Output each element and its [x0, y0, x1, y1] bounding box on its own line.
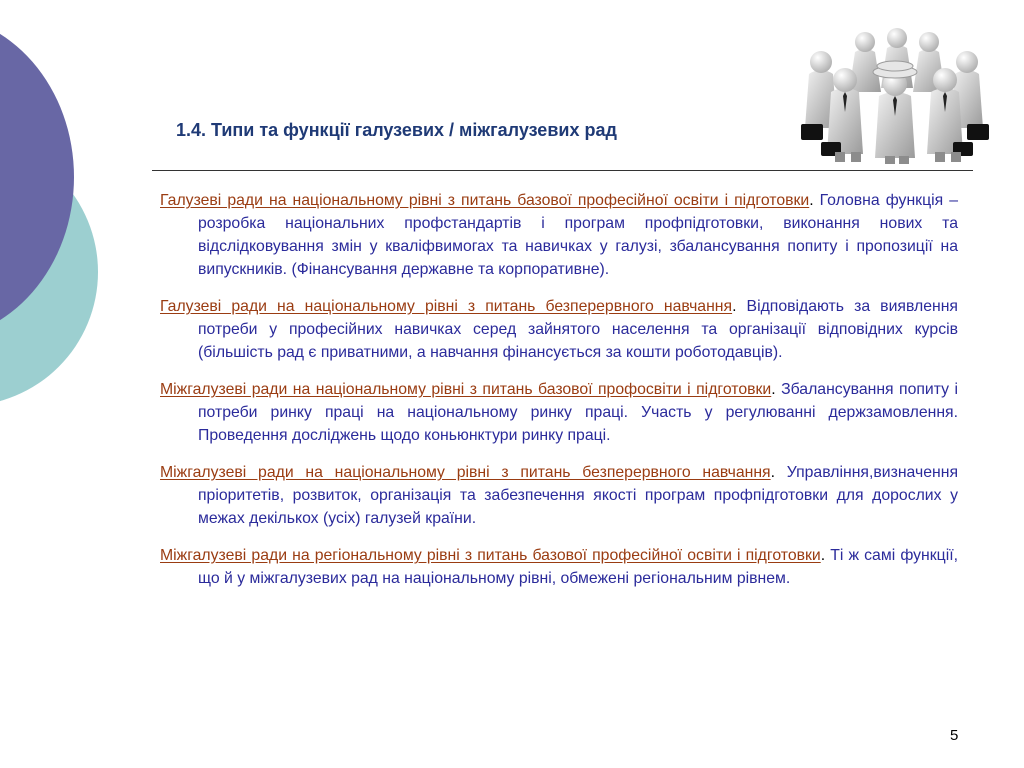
- item-heading-period: .: [809, 192, 814, 209]
- item-heading: Міжгалузеві ради на національному рівні з питань безперервного навчання: [160, 464, 771, 481]
- item-text: Збалансування попиту і потреби ринку праці на національному ринку праці. Участь у регулюванні держзамовлення. Проведення досліджень щодо коньюнктури ринку праці.: [198, 381, 958, 444]
- list-item: [160, 189, 958, 281]
- item-text: Головна функція – розробка національних профстандартів і програм профпідготовки, виконання нових та відслідковування змін у кваліфвимогах та навичках у галузі, збалансування попиту і пропозиції на випускників. (Фінансування державне та корпоративне).: [198, 192, 959, 278]
- page-number: 5: [950, 727, 959, 744]
- item-heading: Галузеві ради на національному рівні з питань базової професійної освіти і підготовки: [160, 192, 810, 209]
- item-heading-period: .: [770, 464, 775, 481]
- slide-title: 1.4. Типи та функції галузевих / міжгалузевих рад: [176, 120, 617, 140]
- item-heading: Галузеві ради на національному рівні з питань безперервного навчання: [160, 298, 733, 315]
- list-item: [160, 544, 958, 590]
- content-list: [160, 189, 958, 604]
- list-item: [160, 295, 958, 364]
- item-text: Відповідають за виявлення потреби у професійних навичках серед зайнятого населення та організації відповідних курсів (більшість рад є приватними, а навчання фінансується за кошти роботодавців).: [198, 298, 958, 361]
- item-text: Управління,визначення пріоритетів, розвиток, організація та забезпечення якості програм профпідготовки для дорослих у межах декількох (усіх) галузей країни.: [198, 464, 959, 527]
- item-heading-period: .: [820, 547, 826, 564]
- item-text: Ті ж самі функції, що й у міжгалузевих рад на національному рівні, обмежені регіональним рівнем.: [198, 547, 959, 587]
- item-heading-period: .: [732, 298, 737, 315]
- list-item: [160, 461, 958, 530]
- title-divider: [152, 170, 973, 171]
- item-heading: Міжгалузеві ради на регіональному рівні з питань базової професійної освіти і підготовки: [160, 547, 821, 564]
- people-team-hands-together-icon: [795, 12, 995, 164]
- item-heading-period: .: [771, 381, 776, 398]
- list-item: [160, 378, 958, 447]
- item-heading: Міжгалузеві ради на національному рівні з питань базової профосвіти і підготовки: [160, 381, 772, 398]
